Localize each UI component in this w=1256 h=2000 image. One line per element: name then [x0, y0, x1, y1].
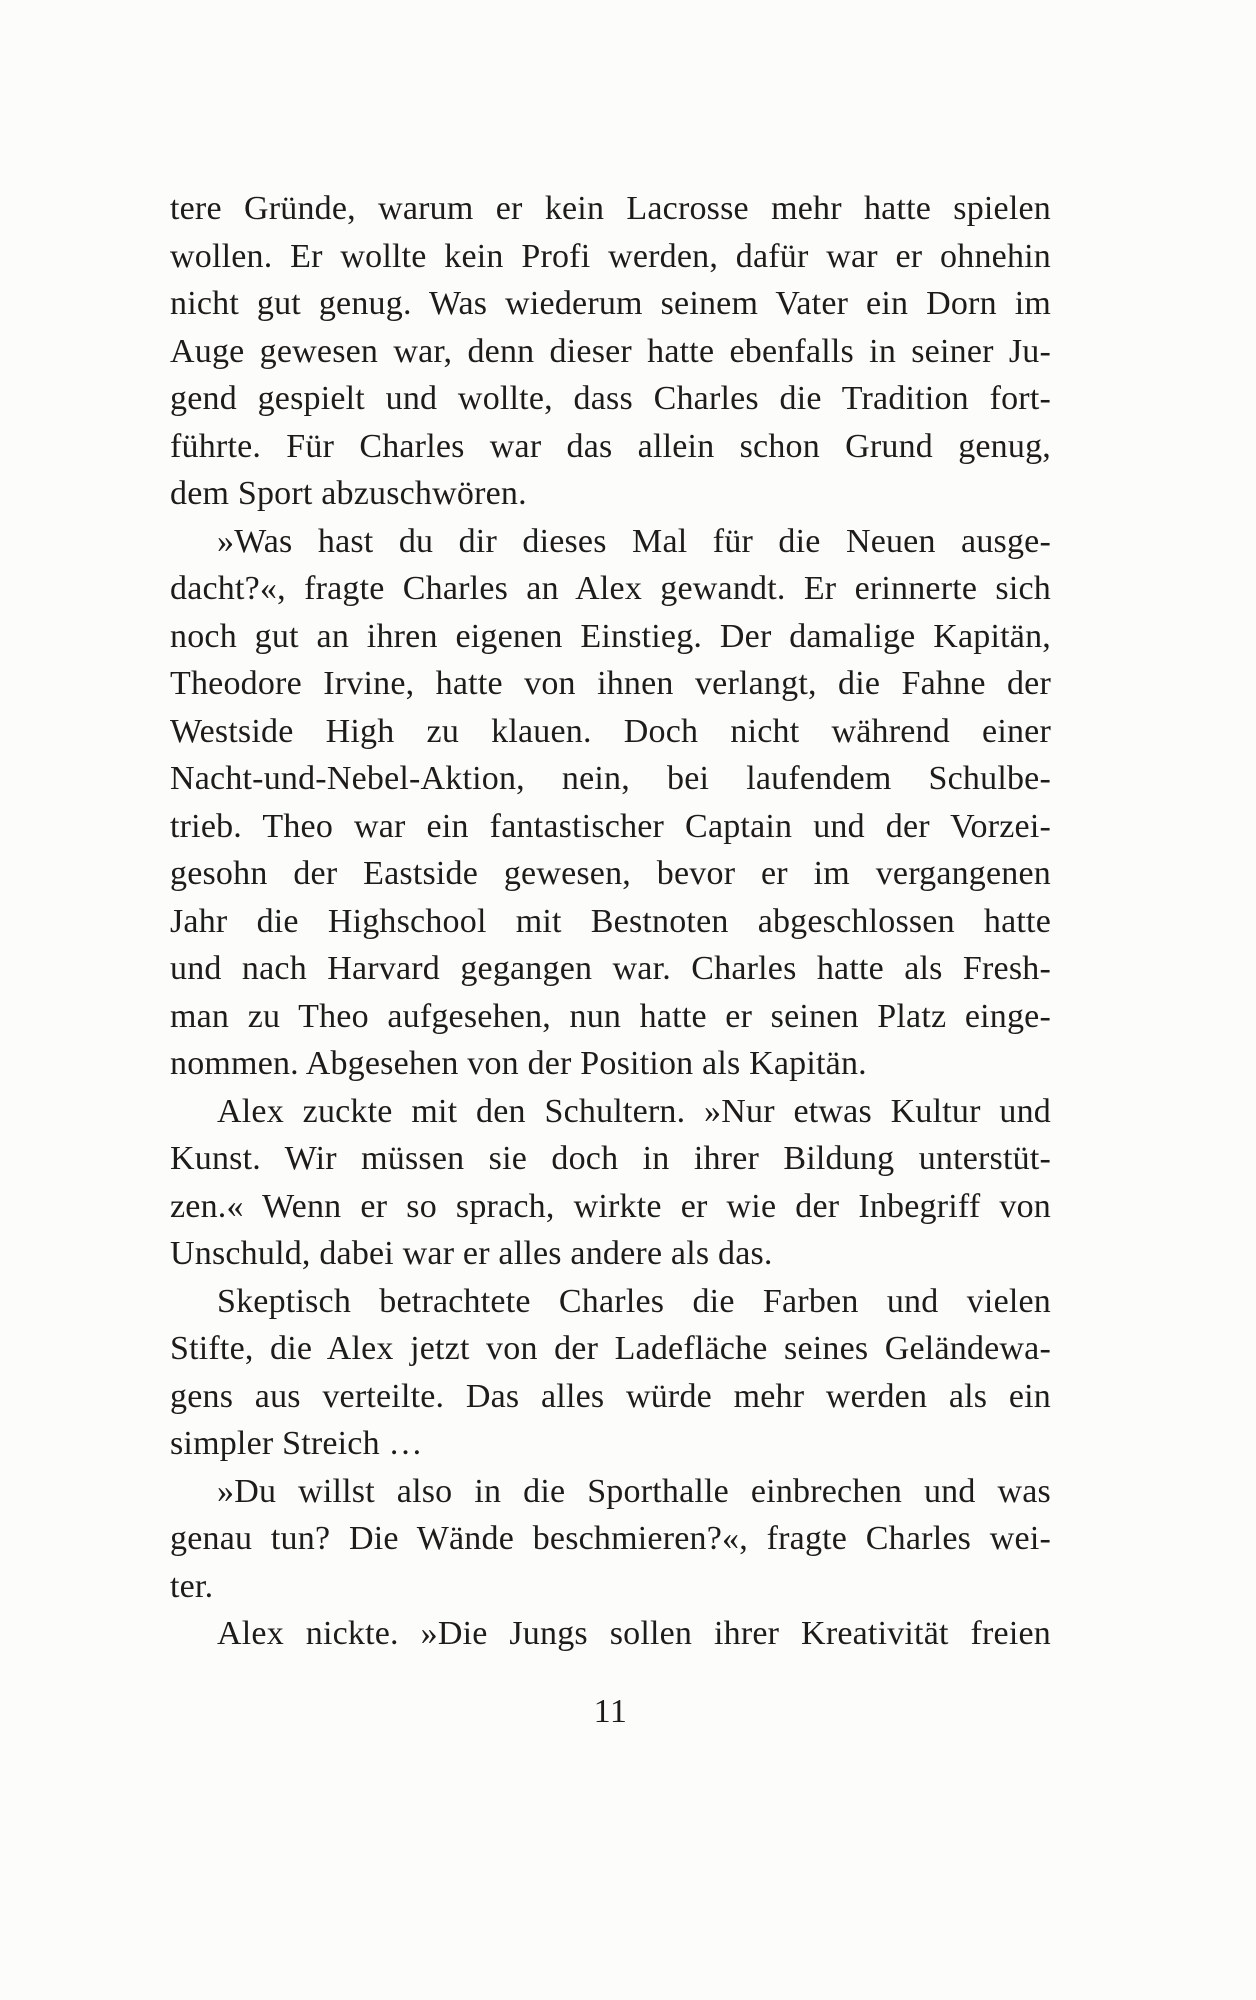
text-line: dem Sport abzuschwören. — [170, 475, 527, 512]
page-number: 11 — [593, 1693, 628, 1730]
text-line: Skeptisch betrachtete Charles die Farben und vielen — [217, 1282, 1051, 1320]
text-line: Jahr die Highschool mit Bestnoten abgeschlossen hatte — [170, 902, 1051, 940]
text-line: gend gespielt und wollte, dass Charles die Tradition fort- — [170, 380, 1051, 417]
text-line: »Was hast du dir dieses Mal für die Neuen ausge- — [217, 522, 1051, 560]
text-line: Unschuld, dabei war er alles andere als das. — [170, 1235, 773, 1272]
text-line: Kunst. Wir müssen sie doch in ihrer Bildung unterstüt- — [170, 1140, 1051, 1177]
text-line: genau tun? Die Wände beschmieren?«, fragte Charles wei- — [170, 1520, 1051, 1557]
text-line: »Du willst also in die Sporthalle einbrechen und was — [217, 1472, 1051, 1510]
text-line: gesohn der Eastside gewesen, bevor er im vergangenen — [170, 855, 1051, 892]
text-line: Westside High zu klauen. Doch nicht während einer — [170, 712, 1051, 750]
text-line: Nacht-und-Nebel-Aktion, nein, bei laufendem Schulbe- — [170, 760, 1051, 797]
text-line: Alex nickte. »Die Jungs sollen ihrer Kreativität freien — [217, 1615, 1051, 1652]
text-line: Stifte, die Alex jetzt von der Ladefläche seines Geländewa- — [170, 1330, 1051, 1367]
text-line: führte. Für Charles war das allein schon Grund genug, — [170, 427, 1051, 465]
text-line: simpler Streich … — [170, 1425, 423, 1462]
text-block — [170, 185, 1051, 1658]
text-line: ter. — [170, 1567, 214, 1605]
text-line: man zu Theo aufgesehen, nun hatte er seinen Platz einge- — [170, 997, 1051, 1035]
text-line: trieb. Theo war ein fantastischer Captain und der Vorzei- — [170, 807, 1051, 845]
text-line: wollen. Er wollte kein Profi werden, dafür war er ohnehin — [170, 237, 1051, 275]
text-line: und nach Harvard gegangen war. Charles hatte als Fresh- — [170, 950, 1051, 987]
text-line: zen.« Wenn er so sprach, wirkte er wie der Inbegriff von — [170, 1187, 1051, 1225]
text-line: dacht?«, fragte Charles an Alex gewandt. Er erinnerte sich — [170, 570, 1051, 607]
text-line: gens aus verteilte. Das alles würde mehr werden als ein — [170, 1377, 1051, 1415]
text-line: Alex zuckte mit den Schultern. »Nur etwas Kultur und — [217, 1092, 1051, 1130]
text-line: Auge gewesen war, denn dieser hatte ebenfalls in seiner Ju- — [170, 332, 1051, 370]
text-line: nommen. Abgesehen von der Position als Kapitän. — [170, 1045, 867, 1082]
text-line: Theodore Irvine, hatte von ihnen verlangt, die Fahne der — [170, 665, 1051, 702]
text-line: nicht gut genug. Was wiederum seinem Vater ein Dorn im — [170, 285, 1051, 322]
text-line: noch gut an ihren eigenen Einstieg. Der damalige Kapitän, — [170, 617, 1051, 655]
text-line: tere Gründe, warum er kein Lacrosse mehr hatte spielen — [170, 190, 1051, 227]
